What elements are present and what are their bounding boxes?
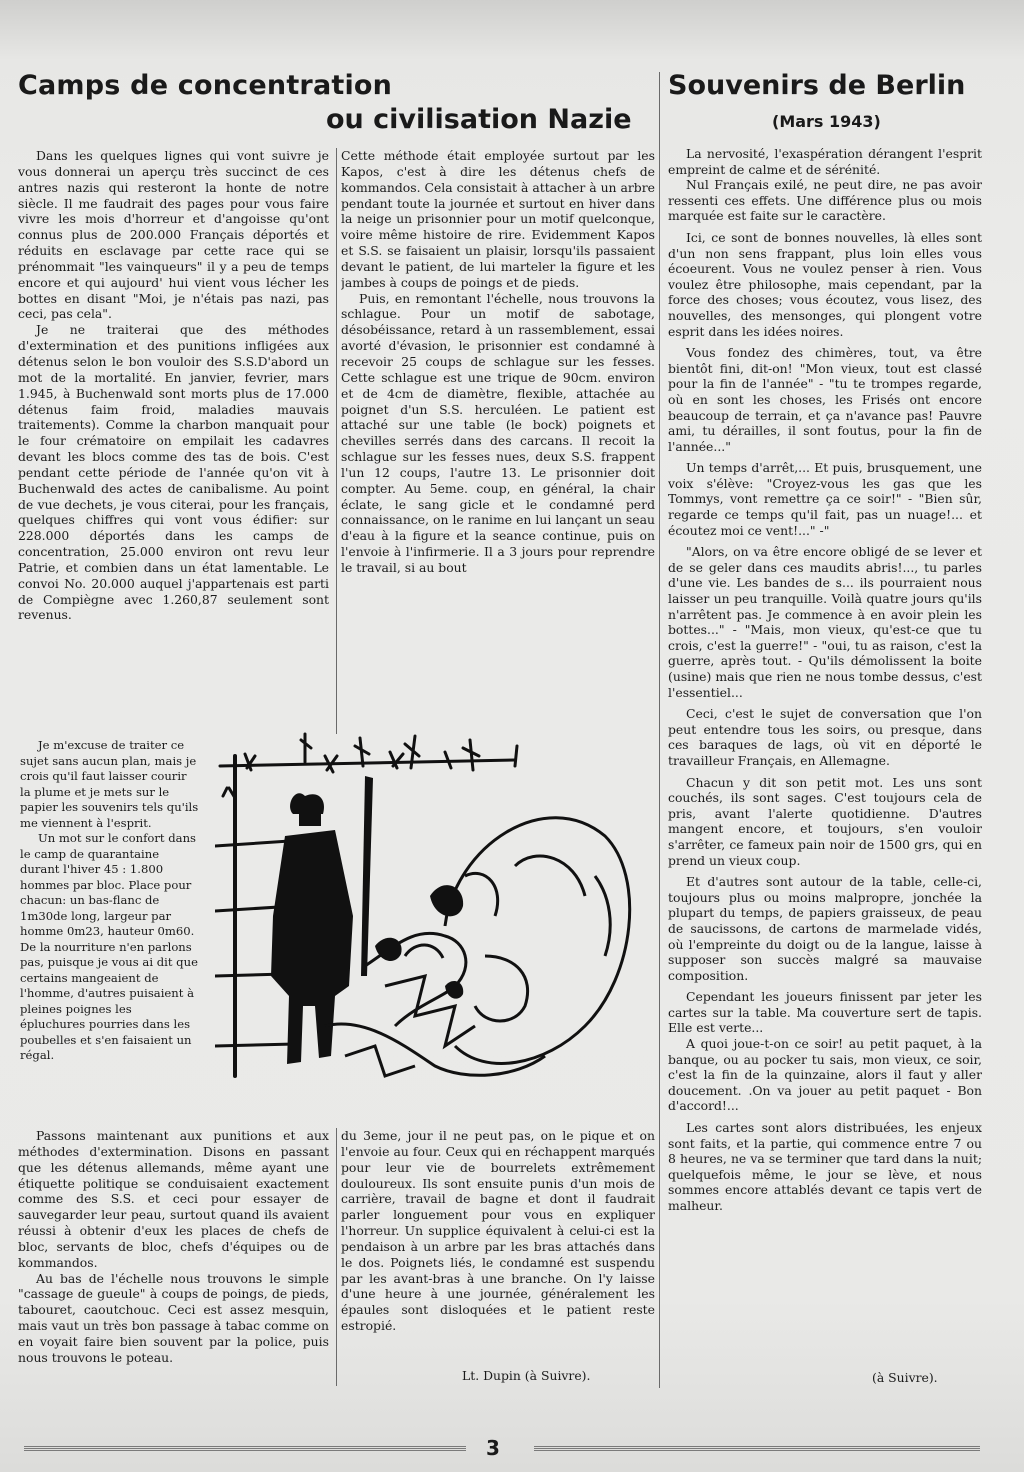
article1-signature: Lt. Dupin (à Suivre). (462, 1368, 591, 1383)
article1-column1-bottom (18, 1128, 329, 1386)
article1-title-line1: Camps de concentration (18, 70, 393, 101)
paragraph: Ceci, c'est le sujet de conversation que l'on peut entendre tous les soirs, ou presque, dans ces baraques de lags, où vit en déporté le travailleur Français, en Allemagne. (668, 706, 982, 768)
paragraph: Au bas de l'échelle nous trouvons le simple "cassage de gueule" à coups de poings, de pieds, tabouret, caoutchouc. Ceci est assez mesquin, mais vaut un très bon passage à tabac comme on en voyait faire bien souvent par la police, puis nous trouvons le poteau. (18, 1270, 329, 1365)
column-divider (336, 1128, 337, 1386)
column-divider (336, 148, 337, 734)
paragraph: "Alors, on va être encore obligé de se lever et de se geler dans ces maudits abris!..., tu parles d'une vie. Les bandes de s... ils pourraient nous laisser un peu tranquille. Voilà quatre jours qu'ils n'arrêtent pas. Je commence à en avoir plein les bottes..." - "Mais, mon vieux, qu'est-ce que tu crois, c'est la guerre!" - "oui, tu as raison, c'est la guerre, après tout. - Qu'ils démolissent la boite (usine) mais que rien ne nous tombe dessus, c'est l'essentiel... (668, 544, 982, 700)
paragraph: du 3eme, jour il ne peut pas, on le pique et on l'envoie au four. Ceux qui en réchappent marqués pour leur vie de bourrelets extrêmement douloureux. Ils sont ensuite punis d'un mois de carrière, travail de bagne et dont il faudrait parler longuement pour vous en expliquer l'horreur. Un supplice équivalent à celui-ci est la pendaison à un arbre par les bras attachés dans le dos. Poignets liés, le condamné est suspendu par les avant-bras à une branche. On l'y laisse d'une heure à une journée, généralement les épaules sont disloquées et le patient reste estropié. (341, 1128, 655, 1334)
paragraph: Vous fondez des chimères, tout, va être bientôt fini, dit-on! "Mon vieux, tout est classé pour la fin de l'année" - "tu te trompes regarde, où en sont les choses, les Frisés ont encore beaucoup de terrain, et ça n'avance pas! Pauvre ami, tu dérailles, il sont foutus, pour la fin de l'année..." (668, 345, 982, 454)
paragraph: Ici, ce sont de bonnes nouvelles, là elles sont d'un non sens frappant, plus loin elles vous écoeurent. Vous ne voulez penser à rien. Vous voulez être philosophe, mais cependant, par la force des choses; vous écoutez, vous lisez, des nouvelles, des mensonges, qui plongent votre esprit dans les idées noires. (668, 229, 982, 339)
paragraph: Les cartes sont alors distribuées, les enjeux sont faits, et la partie, qui commence entre 7 ou 8 heures, ne va se terminer que tard dans la nuit; quelquefois même, le jour se lève, et nous sommes encore attablés devant ce tapis vert de malheur. (668, 1120, 982, 1213)
paragraph: Un temps d'arrêt,... Et puis, brusquement, une voix s'élève: "Croyez-vous les gas que les Tommys, vont remettre ça ce soir!" - "Bien sûr, regarde ce temps qu'il fait, pas un nuage!... et écoutez moi ce vent!..." -" (668, 460, 982, 538)
article1-column1-narrow (20, 738, 200, 1126)
article1-title-line2: ou civilisation Nazie (326, 104, 632, 135)
article2-title: Souvenirs de Berlin (668, 70, 966, 101)
illustration-barbed-wire-guard (215, 726, 640, 1126)
paragraph: Nul Français exilé, ne peut dire, ne pas avoir ressenti ces effets. Une différence plus ou mois marquée est faite sur le caractère. (668, 177, 982, 224)
article2-column (668, 146, 982, 1366)
paragraph: Je m'excuse de traiter ce sujet sans aucun plan, mais je crois qu'il faut laisser courir la plume et je mets sur le papier les souvenirs tels qu'ils me viennent à l'esprit. (20, 738, 199, 830)
paragraph: Dans les quelques lignes qui vont suivre je vous donnerai un aperçu très succinct de ces antres nazis qui resteront la honte de notre siècle. Il me faudrait des pages pour vous faire vivre les mois d'horreur et d'angoisse qu'ont connus plus de 200.000 Français déportés et réduits en esclavage par cette race qui se prénommait "les vainqueurs" il y a peu de temps encore et qui aujourd' hui vient vous lécher les bottes en disant "Moi, je n'étais pas nazi, pas ceci, pas cela". (18, 148, 329, 322)
paragraph: Cependant les joueurs finissent par jeter les cartes sur la table. Ma couverture sert de tapis. Elle est verte... (668, 989, 982, 1036)
paragraph: Cette méthode était employée surtout par les Kapos, c'est à dire les détenus chefs de kommandos. Cela consistait à attacher à un arbre pendant toute la journée et surtout en hiver dans la neige un prisonnier pour un motif quelconque, voire même histoire de rire. Evidemment Kapos et S.S. se faisaient un plaisir, lorsqu'ils passaient devant le patient, de lui marteler la figure et les jambes à coups de poings et de pieds. (341, 148, 655, 290)
article1-column1-top (18, 148, 329, 736)
paragraph: Un mot sur le confort dans le camp de quarantaine durant l'hiver 45 : 1.800 hommes par bloc. Place pour chacun: un bas-flanc de 1m30de long, largeur par homme 0m23, hauteur 0m60. De la nourriture n'en parlons pas, puisque je vous ai dit que certains mangeaient de l'homme, d'autres puisaient à pleines poignes les épluchures pourries dans les poubelles et s'en faisaient un régal. (20, 831, 198, 1062)
paragraph: A quoi joue-t-on ce soir! au petit paquet, à la banque, ou au pocker tu sais, mon vieux, ce soir, c'est la fin de la quinzaine, alors il faut y aller doucement. .On va jouer au petit paquet - Bon d'accord!... (668, 1036, 982, 1114)
paragraph: Et d'autres sont autour de la table, celle-ci, toujours plus ou moins malpropre, jonchée la plupart du temps, de papiers graisseux, de peau de saucissons, de cartons de marmelade vidés, où l'empreinte du doigt ou de la langue, laisse à supposer son succès malgré sa mauvaise composition. (668, 874, 982, 983)
paragraph: Je ne traiterai que des méthodes d'extermination et des punitions infligées aux détenus selon le bon vouloir des S.S.D'abord un mot de la mortalité. En janvier, fevrier, mars 1.945, à Buchenwald sont morts plus de 17.000 détenus faim froid, maladies mauvais traitements). Comme la charbon manquait pour le four crématoire on empilait les cadavres devant les blocs comme des tas de bois. C'est pendant cette période de l'année qu'on vit à Buchenwald des actes de canibalisme. Au point de vue dechets, je vous citerai, pour les français, quelques chiffres qui vont vous édifier: sur 228.000 déportés dans les camps de concentration, 25.000 environ ont revu leur Patrie, et combien dans un état lamentable. Le convoi No. 20.000 auquel j'appartenais est parti de Compiègne avec 1.260,87 seulement sont revenus. (18, 322, 329, 623)
paragraph: Puis, en remontant l'échelle, nous trouvons la schlague. Pour un motif de sabotage, désobéissance, retard à un rassemblement, essai avorté d'évasion, le prisonnier est condamné à recevoir 25 coups de schlague sur les fesses. Cette schlague est une trique de 90cm. environ et de 4cm de diamètre, flexible, attachée au poignet d'un S.S. herculéen. Le patient est attaché sur une table (le bock) poignets et chevilles serrés dans des carcans. Il recoit la schlague sur les fesses nues, deux S.S. frappent l'un 12 coups, l'autre 13. Le prisonnier doit compter. Au 5eme. coup, en général, la chair éclate, le sang gicle et le condamné perd connaissance, on le ranime en lui lançant un seau d'eau à la figure et la seance continue, puis on l'envoie à l'infirmerie. Il a 3 jours pour reprendre le travail, si au bout (341, 290, 655, 575)
article2-signature: (à Suivre). (872, 1370, 938, 1385)
paragraph: Chacun y dit son petit mot. Les uns sont couchés, ils sont sages. C'est toujours cela de pris, avant l'alerte quotidienne. D'autres mangent encore, et toujours, s'en vouloir s'arrêter, ce fameux pain noir de 1500 grs, qui en prend un vieux coup. (668, 774, 982, 868)
footer-rule-right (534, 1446, 980, 1452)
page-number: 3 (486, 1436, 500, 1460)
column-divider (659, 72, 660, 1388)
paragraph: La nervosité, l'exaspération dérangent l'esprit empreint de calme et de sérénité. (668, 146, 982, 177)
article2-subtitle: (Mars 1943) (772, 112, 881, 131)
paragraph: Passons maintenant aux punitions et aux méthodes d'extermination. Disons en passant que les détenus allemands, même ayant une étiquette politique se conduisaient exactement comme des S.S. et ceci pour essayer de sauvegarder leur peau, surtout quand ils avaient réussi à obtenir d'eux les places de chefs de bloc, servants de bloc, chefs d'équipes ou de kommandos. (18, 1128, 329, 1270)
article1-column2-top (341, 148, 655, 720)
footer-rule-left (24, 1446, 466, 1452)
article1-column2-bottom (341, 1128, 655, 1366)
